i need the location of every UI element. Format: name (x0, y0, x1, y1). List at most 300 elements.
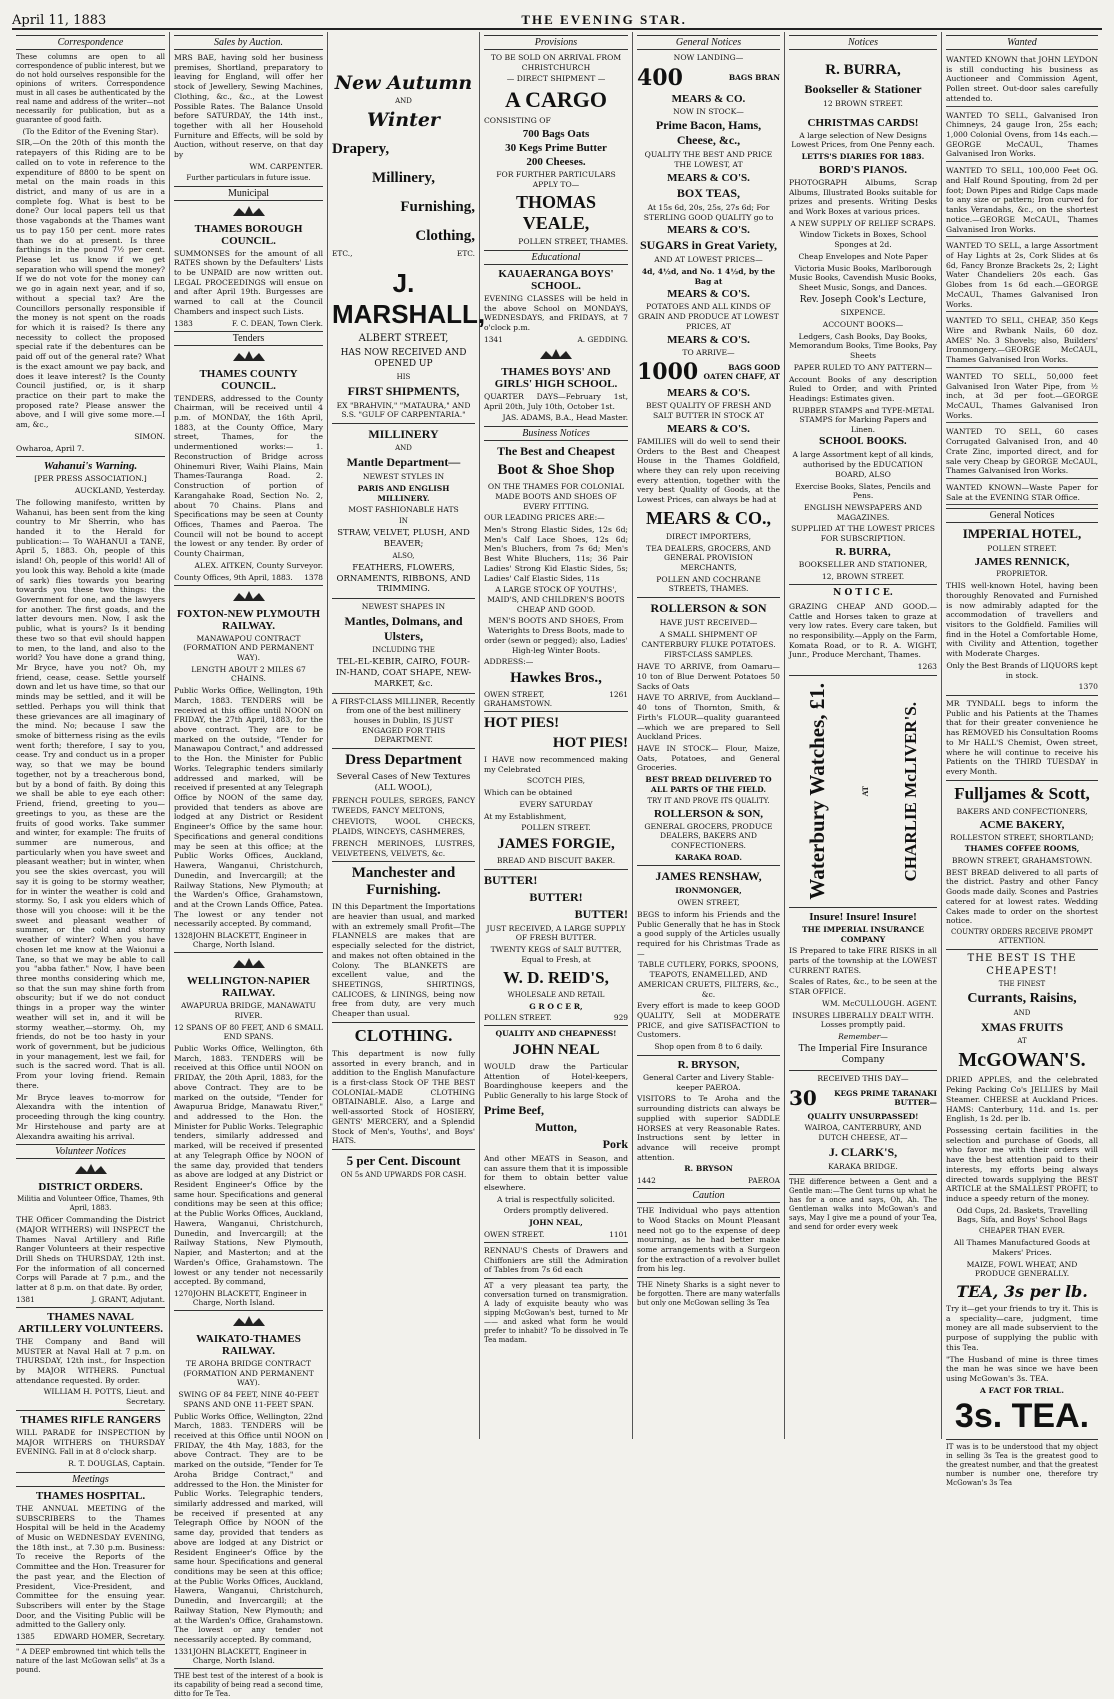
dateline: AUCKLAND, Yesterday. (74, 486, 165, 496)
divider (789, 675, 937, 676)
foxton-text: Public Works Office, Wellington, 19th March, 1883. TENDERS will be received at this office until NOON on FRIDAY, the 27th April, 1883, for the above contract. They are to be marked on the outside, "Tender for Manawapou Contract," and addressed to the Hon. the Minister for Public Works. Telegraphic tenders similarly addressed and marked, will be received if presented at any Telegraph Office by NOON of the same day, provided that tenders as above are lodged at any District or Resident Engineer's Office by the same hour. Specifications and general conditions may be seen at this office; at the Public Works Offices, Auckland, Hawera, Wanganui, Christchurch, Dunedin, and Invercargill; at the Railway Stations, New Plymouth; at the Warden's Office, Grahamstown, and at the Crown Lands Office, Patea. The lowest or any tender not necessarily accepted. By command, (174, 686, 323, 929)
wellington-spans: 12 SPANS OF 80 FEET, AND 6 SMALL END SPANS. (174, 1022, 323, 1042)
tea-filler: THE Ninety Sharks is a sight never to be forgotten. There are many waterfalls but only one McGowan selling 3s Tea (637, 1281, 780, 1308)
xmas-fruits: XMAS FRUITS (980, 1020, 1064, 1035)
ad-number: 1378 (304, 572, 323, 582)
sugars: SUGARS in Great Variety, (639, 238, 778, 253)
ad-number: 1370 (1078, 682, 1098, 692)
boot-prices: Men's Strong Elastic Sides, 12s 6d; Men's Calf Lace Shoes, 12s 6d; Men's Bluchers, from 7s 6d; Men's Best White Bluchers, 11s; 36 Pair Ladies' Strong Kid Elastic Sides, 5s; Ladies' Calf Elastic Sides, 11s (484, 524, 628, 583)
window-tickets: Window Tickets in Boxes, School Sponges at 2d. (799, 230, 927, 250)
scales-of-rates: Scales of Rates, &c., to be seen at the STAR OFFICE. (789, 977, 937, 997)
section-heading-general-notices: General Notices (946, 508, 1098, 523)
school-books: SCHOOL BOOKS. (819, 436, 907, 447)
waikato-signature: JOHN BLACKETT, Engineer in Charge, North Island. (192, 1646, 307, 1665)
exercise-books: Exercise Books, Slates, Pencils and Pens. (795, 481, 931, 501)
cutlery: TABLE CUTLERY, FORKS, SPOONS, TEAPOTS, ENAMELLED, AND AMERICAN CRUETS, FILTERS, &c., &c. (638, 960, 779, 999)
received-this-day: RECEIVED THIS DAY— (817, 1073, 909, 1083)
militia-office: Militia and Volunteer Office, Thames, 9th April, 1883. (17, 1195, 164, 1213)
borough-council-heading: THAMES BOROUGH COUNCIL. (194, 222, 303, 247)
j-clark: J. CLARK'S, (828, 1144, 898, 1159)
insure-heading: Insure! Insure! Insure! (809, 910, 917, 923)
in-stock: HAVE IN STOCK— Flour, Maize, Oats, Potatoes, and General Groceries. (637, 743, 780, 773)
quality-cheapness: QUALITY AND CHEAPNESS! (495, 1029, 617, 1039)
canterbury-potatoes: A SMALL SHIPMENT OF CANTERBURY FLUKE POTATOES. (641, 629, 776, 649)
divider (16, 1307, 165, 1308)
liquors: Only the Best Brands of LIQUORS kept in stock. (946, 660, 1098, 680)
divider (16, 1410, 165, 1411)
pollen-cochrane: POLLEN AND COCHRANE STREETS, THAMES. (656, 574, 761, 594)
etc-left: ETC., (332, 248, 353, 258)
auction-signature: WM. CARPENTER. (249, 161, 323, 171)
divider (332, 693, 475, 694)
ad-number: 1328 (174, 931, 193, 941)
to-arrive: TO ARRIVE— (682, 347, 735, 357)
pies-text: I HAVE now recommenced making my Celebrated (484, 755, 628, 774)
further-particulars: FOR FURTHER PARTICULARS APPLY TO— (496, 169, 616, 189)
waterbury-vertical-ad (789, 679, 937, 904)
section-heading-wanted: Wanted (946, 35, 1098, 50)
dress-department-heading: Dress Department (345, 752, 462, 769)
rollerson-son: ROLLERSON & SON (650, 601, 767, 616)
bran-label: BAGS BRAN (728, 73, 780, 83)
divider (789, 907, 937, 908)
divider (637, 597, 780, 598)
divider (789, 584, 937, 585)
divider (484, 1242, 628, 1243)
borough-signature: F. C. DEAN, Town Clerk. (231, 318, 323, 328)
wanted-item: WANTED TO SELL, a large Assortment of Hay Lights at 2s, Cork Slides at 6s 6d, Fancy Bronze Brackets 2s, 2; Light Water Chandeliers 20s each. Gas Globes from 1s 6d each.—GEORGE McCAUL, Thames Galvanised Iron Works. (946, 239, 1098, 312)
rennau-note: RENNAU'S Chests of Drawers and Chiffoniers are still the Admiration of Tables from 7s 6d each (484, 1245, 628, 1275)
new-autumn-title: New Autumn (334, 72, 473, 94)
bran-quantity: 400 (637, 64, 683, 91)
column-marshall-drapery (328, 32, 486, 1439)
naval-artillery-text: THE Company and Band will MUSTER at Naval Hall at 7 p.m. on THURSDAY, 12th inst., for Inspection by MAJOR WITHERS. Punctual attendance requested. By order. (16, 1336, 165, 1385)
shop-hours: Shop open from 8 to 6 daily. (654, 1042, 763, 1052)
fashionable-hats: MOST FASHIONABLE HATS (348, 505, 459, 515)
divider (332, 1149, 475, 1150)
remember: Remember— (838, 1032, 888, 1042)
sugar-prices: 4d, 4½d, and No. 1 4½d, by the Bag at (641, 267, 776, 286)
section-heading-provisions: Provisions (484, 35, 628, 50)
letter-place: Owharoa, April 7. (16, 443, 85, 453)
mears-cos: MEARS & CO'S. (667, 387, 750, 400)
wanted-item: WANTED TO SELL, 50,000 feet Galvanised Iron Water Pipe, from ½ inch, at 3d per foot.—GEORGE McCAUL, Thames Galvanised Iron Works. (946, 370, 1098, 424)
ad-number: 1261 (609, 690, 628, 699)
cargo-butter: 30 Kegs Prime Butter (505, 141, 607, 154)
school-signature: A. GEDDING. (577, 334, 628, 344)
crest-icon (229, 589, 269, 605)
fabrics-group-1: FRENCH FOULES, SERGES, FANCY TWEEDS, FANCY MELTONS, (332, 795, 475, 815)
county-date: County Offices, 9th April, 1883. (174, 572, 293, 582)
wellington-sub: AWAPURUA BRIDGE, MANAWATU RIVER. (180, 1001, 317, 1020)
press-association: [PER PRESS ASSOCIATION.] (34, 474, 147, 484)
thames-goods: All Thames Manufactured Goods at Makers' Prices. (953, 1238, 1091, 1257)
county-footer (174, 573, 323, 582)
kegs-row (789, 1086, 937, 1110)
wholesale-retail: WHOLESALE AND RETAIL (507, 990, 605, 999)
trimmings: FEATHERS, FLOWERS, ORNAMENTS, RIBBONS, AND TRIMMING. (336, 562, 471, 595)
prices-heading: OUR LEADING PRICES ARE:— (484, 513, 605, 523)
divider (484, 711, 628, 712)
john-neal-sig: JOHN NEAL, (529, 1218, 583, 1228)
letter-signature: SIMON. (134, 431, 165, 441)
bacon-hams: Prime Bacon, Hams, Cheese, &c., (655, 118, 762, 148)
general-grocers: GENERAL GROCERS, PRODUCE DEALERS, BAKERS AND CONFECTIONERS. (644, 821, 773, 850)
milliner-note: A FIRST-CLASS MILLINER, Recently from one of the best millinery houses in Dublin, IS JUST ENGAGED FOR THIS DEPARTMENT. (332, 696, 475, 745)
crest-icon (229, 956, 269, 972)
best-bread: BEST BREAD DELIVERED TO ALL PARTS OF THE FIELD. (645, 775, 772, 794)
brown-street-2: 12, BROWN STREET. (821, 571, 905, 581)
mcgowan-filler: " A DEEP embrowned tint which tells the nature of the last McGowan sells" at 3s a pound. (16, 1648, 165, 1675)
tea-filler: AT a very pleasant tea party, the conversation turned on transmigration. A lady of exquisite beauty who was sipping McGowan's best, turned to Mr —— and asked what form he would prefer to inhabit? 'To be dissolved in Te Tea madam. (484, 1282, 628, 1344)
tyndall-notice: MR TYNDALL begs to inform the Public and his Patients at the Thames that for their greater convenience he has REMOVED his Consultation Rooms to Mr HALL'S Chemist, Owen street, where he will continue to receive his Patients on the THIRD TUESDAY in every Month. (946, 699, 1098, 777)
establishment: At my Establishment, (484, 811, 567, 821)
envelopes: Cheap Envelopes and Note Paper (798, 251, 928, 261)
manchester-text: IN this Department the Importations are heavier than usual, and marked with an extremely small Profit—The FLANNELS are makes that are especially selected for the district, and makes not often obtained in the Colony. The BLANKETS are excellent value, and the SHEETINGS, SHIRTINGS, CALICOES, & LININGS, being now free from duty, are very much Cheaper than usual. (332, 902, 475, 1019)
several-cases: Several Cases of New Textures (ALL WOOL), (336, 772, 471, 794)
bran-row (637, 65, 780, 91)
winter-title: Winter (367, 108, 440, 131)
boot-on-thames: ON THE THAMES FOR COLONIAL MADE BOOTS AND SHOES OF EVERY FITTING. (487, 482, 625, 511)
maize-fowl: MAIZE, FOWL WHEAT, AND PRODUCE GENERALLY. (966, 1259, 1078, 1279)
filler-note: THE best test of the interest of a book is its capability of being read a second time, ditto for Te Tea. (174, 1671, 323, 1698)
pollen-street: POLLEN STREET, THAMES. (518, 237, 628, 247)
divider (332, 423, 475, 424)
cargo-heading: A CARGO (504, 87, 608, 113)
section-heading-caution: Caution (637, 1188, 780, 1203)
hot-pies-2: HOT PIES! (552, 735, 628, 751)
rifle-signature: R. T. DOUGLAS, Captain. (68, 1459, 165, 1469)
naval-signature: WILLIAM H. POTTS, Lieut. and Secretary. (43, 1387, 165, 1407)
christmas-cards: CHRISTMAS CARDS! (807, 116, 919, 129)
section-heading-educational: Educational (484, 250, 628, 265)
ledgers: Ledgers, Cash Books, Day Books, Memorandum Books, Time Books, Pay Sheets (789, 331, 937, 361)
james-forgie: JAMES FORGIE, (497, 836, 615, 853)
fire-risks: IS Prepared to take FIRE RISKS in all parts of the township at the LOWEST CURRENT RATES. (789, 946, 937, 975)
bryson-footer (637, 1176, 780, 1185)
ad-number: 929 (613, 1013, 628, 1023)
account-books-order: Account Books of any description Ruled to Order, and with Printed Headings: Estimates given. (789, 374, 937, 404)
currants-raisins: Currants, Raisins, (967, 991, 1077, 1007)
county-council-heading: THAMES COUNTY COUNCIL. (199, 367, 298, 392)
english-newspapers: ENGLISH NEWSPAPERS AND MAGAZINES. (804, 503, 922, 522)
wd-reid: W. D. REID'S, (503, 967, 609, 987)
column-general-notices (633, 32, 785, 1439)
caution-text: THE Individual who pays attention to Wood Stacks on Mount Pleasant need not go to the expense of deep mourning, as he had better make some arrangements with a Surgeon for the extraction of a revolver bullet from his leg. (637, 1206, 781, 1274)
husband-quote: "The Husband of mine is three times the man he was since we have been using McGowan's 3s. TEA. (946, 1354, 1098, 1383)
divider (484, 1025, 628, 1026)
county-council-text: TENDERS, addressed to the County Chairman, will be received until 4 p.m. of MONDAY, the 16th April, 1883, at the County Office, Mary street, Thames, for the undermentioned works:— 1. Reconstruction of Bridge across Ohinemuri River, Waihi Plains, Main Thames-Tauranga Road. 2. Construction of portion of Karangahake Road, Section No. 2, about 70 Chains. Plans and Specifications may be seen at County Offices, Thames and Paeroa. The Council will not be bound to accept the lowest or any tender. By order of County Chairman, (174, 393, 323, 559)
ad-number: 1331 (174, 1646, 193, 1656)
grazing-text: GRAZING CHEAP AND GOOD.— Cattle and Horses taken to graze at very low rates. Every care taken, but no responsibility.—Apply on the Farm, Komata Road, or to R. A. WIGHT, Junr., Produce Merchant, Thames. (789, 601, 937, 660)
consisting-of: CONSISTING OF (484, 116, 551, 126)
column-auction-tenders (170, 32, 328, 1698)
etc-right: ETC. (456, 248, 475, 258)
letter-simon: SIR,—On the 20th of this month the ratepayers of this Riding are to be called on to vote in reference to the expenditure of 8800 to be spent on metal on the main roads in this district, and many of us are in a complete fog. What is best to be done? Our local papers tell us that those vagabonds at the Thames want us to pay 150 per cent. more rates than we do at present. Is three farthings in the pound 7½ per cent. Please let us know if we get separation who will spend the money? If we do not vote for the money can we go in again next year, and if so, without a special tax? Are the Councillors personally responsible if the money is not spent on the roads for which it is raised? Is there any necessity to collect the proposed special rate if the debentures can be paid off out of the general rate? What is the exact amount we pay back, and does it leave interest? Is the County Council justified, or, is it sharp practice on their part to make the proposed rate? Please answer the above, and I will give some more.—I am, &c., (16, 138, 165, 430)
waikato-sub: TE AROHA BRIDGE CONTRACT (FORMATION AND PERMANENT WAY). (183, 1358, 314, 1388)
divider (174, 952, 323, 953)
waikato-heading: WAIKATO-THAMES RAILWAY. (196, 1332, 301, 1357)
divider (174, 1668, 323, 1669)
neal-footer (484, 1230, 628, 1239)
every-effort: Every effort is made to keep GOOD QUALITY, Sell at MODERATE PRICE, and give SATISFACTION to Customers. (637, 1001, 780, 1040)
relief-scraps: A NEW SUPPLY OF RELIEF SCRAPS. (790, 218, 936, 228)
quality-lowest: QUALITY THE BEST AND PRICE THE LOWEST, AT (644, 150, 773, 170)
district-orders-heading: DISTRICT ORDERS. (38, 1181, 143, 1194)
direct-importers: DIRECT IMPORTERS, (665, 531, 751, 541)
divider (637, 865, 780, 866)
wanted-item: WANTED TO SELL, Galvanised Iron Chimneys, 24 gauge Iron, 25s each; 1,000 Colonial Ovens, from 14s each.—GEORGE McCAUL, Thames Galvanised Iron Works. (946, 109, 1098, 163)
butter-1: BUTTER! (484, 872, 538, 887)
discount-heading: 5 per Cent. Discount (346, 1153, 461, 1169)
foxton-signature: JOHN BLACKETT, Engineer in Charge, North Island. (192, 931, 307, 950)
scotch-pies: SCOTCH PIES, (526, 776, 586, 786)
cheaper-than-ever: CHEAPER THAN EVER. (979, 1227, 1065, 1236)
meats-text: And other MEATS in Season, and can assure them that it is impossible for them to obtain better value elsewhere. (484, 1153, 628, 1193)
owen-street: OWEN STREET, (677, 898, 740, 908)
ad-number: 1383 (174, 318, 193, 328)
wellington-heading: WELLINGTON-NAPIER RAILWAY. (186, 975, 311, 1000)
ad-number: 1385 (16, 1632, 35, 1642)
divider (16, 1644, 165, 1645)
wellington-signature: JOHN BLACKETT, Engineer in Charge, North Island. (192, 1288, 307, 1307)
carrier: General Carter and Livery Stable-keeper PAEROA. (643, 1072, 774, 1092)
divider (332, 748, 475, 749)
john-neal: JOHN NEAL (512, 1042, 600, 1059)
karaka-bridge: KARAKA BRIDGE. (828, 1161, 898, 1171)
chaff-row (637, 359, 780, 385)
proprietor: PROPRIETOR. (996, 570, 1048, 579)
wahanui-heading: Wahanui's Warning. (43, 460, 138, 473)
reid-address: POLLEN STREET. (484, 1013, 552, 1023)
orders-note: Orders promptly delivered. (503, 1206, 609, 1216)
hotel-text: THIS well-known Hotel, having been thoroughly Renovated and Furnished is now admirably adapted for the accommodation of travellers and visitors to the Goldfield. Families will find in the Hotel a Comfortable Home, with Civility and Attention, together with Moderate Charges. (946, 581, 1098, 659)
fact-for-trial: A FACT FOR TRIAL. (979, 1385, 1065, 1395)
marshall-name: J. MARSHALL, (332, 267, 486, 329)
boot-heading-1: The Best and Cheapest (497, 444, 615, 459)
divider (946, 949, 1098, 950)
best-bread: BEST BREAD delivered to all parts of the district. Pastry and other Fancy Goods made daily. Scones and Pastries catered for at lowest rates. Wedding Cakes made to order on the shortest notice. (946, 867, 1098, 926)
naval-artillery-heading: THAMES NAVAL ARTILLERY VOLUNTEERS. (17, 1310, 164, 1335)
bords-pianos: BORD'S PIANOS. (818, 163, 908, 176)
grocer: G R O C E R, (529, 1001, 583, 1011)
hotel-street: POLLEN STREET. (987, 544, 1057, 554)
now-in-stock: NOW IN STOCK— (673, 106, 744, 116)
just-received: HAVE JUST RECEIVED— (659, 618, 758, 628)
imperial-fire: The Imperial Fire Insurance Company (798, 1043, 928, 1066)
salt-butter: TWENTY KEGS of SALT BUTTER, Equal to Fresh, at (490, 945, 622, 964)
column-provisions (480, 32, 633, 1439)
box-tea-prices: At 15s 6d, 20s, 25s, 27s 6d; For STERLING GOOD QUALITY go to (643, 202, 774, 222)
crest-icon (71, 1162, 111, 1178)
column-burra-notices (785, 32, 942, 1439)
section-heading-correspondence: Correspondence (16, 35, 165, 50)
ironmonger: IRONMONGER, (675, 886, 742, 896)
kegs-label: KEGS PRIME TARANAKI BUTTER— (834, 1088, 937, 1107)
paper-ruled: PAPER RULED TO ANY PATTERN— (793, 362, 933, 372)
borough-footer (174, 319, 323, 328)
clothing-text: This department is now fully assorted in every branch, and in addition to the English Manufacture is a first-class Stock OF THE BEST COLONIAL-MADE CLOTHING OBTAINABLE. Also, a Large and well-assorted Stock of HOSIERY, GENTS' MERCERY, and a Splendid Stock of Men's, Youths', and Boys' HATS. (332, 1048, 475, 1146)
foxton-sub: MANAWAPOU CONTRACT (FORMATION AND PERMANENT WAY). (183, 633, 314, 662)
high-school-signature: JAS. ADAMS, B.A., Head Master. (502, 413, 628, 423)
auction-text: MRS BAE, having sold her business premises, Shortland, preparatory to leaving for England, will offer her stock of Jewellery, Sewing Machines, Clothing, &c., &c., at the Lowest Possible Rates. The Balance Unsold before SATURDAY, the 14th inst., together with all her Household Furniture and Effects, will be sold by Auction, without reserve, on that day by (174, 53, 323, 160)
divider (174, 1310, 323, 1311)
cargo-cheeses: 200 Cheeses. (526, 155, 586, 168)
ad-number: 1270 (174, 1288, 193, 1298)
kegs-quantity: 30 (789, 1085, 817, 1110)
karaka-road: KARAKA ROAD. (675, 852, 742, 862)
families-text: FAMILIES will do well to send their Orders to the Best and Cheapest House in the Thames Goldfield, where they can rely upon receiving every attention, together with the very best Quality of Goods, at the Lowest Prices, can always be had at (637, 436, 780, 505)
try-it: Try it—get your friends to try it. This is a speciality—care, judgment, time money are all made subservient to the purpose of supplying the public with this Tea. (946, 1303, 1098, 1352)
cook-lecture: Rev. Joseph Cook's Lecture, (799, 294, 927, 305)
rolleston-street: ROLLESTON STREET, SHORTLAND; (950, 832, 1094, 842)
obtained: Which can be obtained (484, 788, 573, 798)
ad-number: 1381 (16, 1294, 35, 1304)
clothing-line: Clothing, (415, 227, 475, 244)
divider (332, 598, 475, 599)
manchester-heading: Manchester and Furnishing. (351, 865, 456, 899)
bryson-place: PAEROA (748, 1176, 780, 1186)
every-saturday: EVERY SATURDAY (519, 799, 593, 809)
tea-filler: IT was is to be understood that my object in selling 3s Tea is the greatest good to the greatest number, and that the greatest number is number one, therefore try McGowan's 3s Tea (946, 1443, 1098, 1488)
wanted-item: WANTED TO SELL, CHEAP, 350 Kegs Wire and Rwbank Nails, 60 doz. AMES' No. 3 Shovels; also, Builders' Ironmongery.—GEORGE McCAUL, Thames Galvanised Iron Works. (946, 314, 1098, 368)
three-shilling-tea: 3s. TEA. (954, 1397, 1090, 1436)
crest-icon (229, 349, 269, 365)
albert-street: ALBERT STREET, (358, 332, 449, 344)
masthead-date: April 11, 1883 (12, 13, 107, 28)
divider (332, 1022, 475, 1023)
millinery-heading: MILLINERY (368, 427, 439, 442)
hospital-heading: THAMES HOSPITAL. (35, 1489, 146, 1502)
tea-dealers: TEA DEALERS, GROCERS, AND GENERAL PROVISION MERCHANTS, (646, 543, 771, 572)
country-orders: COUNTRY ORDERS RECEIVE PROMPT ATTENTION. (951, 927, 1093, 945)
r-burra-2: R. BURRA, (835, 545, 891, 558)
direct-shipment: — DIRECT SHIPMENT — (506, 74, 606, 84)
butter-3: BUTTER! (574, 906, 628, 921)
chaff-label: BAGS GOOD OATEN CHAFF, AT (703, 363, 780, 382)
crest-icon (229, 204, 269, 220)
in-word: IN (399, 517, 408, 525)
gent-filler: THE difference between a Gent and a Gentle man:—The Gent turns up what he has for a once and says, Oh, Ah. The Gentleman walks into McGowan's and says, May I give me a pound of your Tea, and send for order every week (789, 1178, 937, 1232)
divider (484, 869, 628, 870)
hawkes-footer (484, 690, 628, 708)
renshaw-text: BEGS to inform his Friends and the Public Generally that he has in Stock a good supply of the Articles usually required for his Christmas Trade as— (637, 909, 780, 958)
james-renshaw: JAMES RENSHAW, (655, 869, 762, 884)
divider (484, 1278, 628, 1279)
masthead (12, 6, 1102, 30)
wanted-item: WANTED KNOWN that JOHN LEYDON is still conducting his business as Auctioneer and Commission Agent, Pollen street. Out-door sales carefully attended to. (946, 53, 1098, 107)
now-landing: NOW LANDING— (673, 53, 744, 62)
column-correspondence (12, 32, 170, 1675)
ships-list: EX "BRAHVIN," "MATAURA," AND S.S. "GULF OF CARPENTARIA." (336, 400, 471, 420)
drapery-line: Drapery, (332, 140, 390, 157)
also-word: ALSO, (392, 551, 415, 560)
james-rennick: JAMES RENNICK, (974, 556, 1070, 569)
at-word: AT (1017, 1037, 1027, 1046)
hawkes-address: OWEN STREET, GRAHAMSTOWN. (484, 690, 553, 708)
and-word: AND (1013, 1009, 1031, 1018)
notice-heading: N O T I C E. (833, 588, 893, 599)
photograph-albums: PHOTOGRAPH Albums, Scrap Albums, Illustrated Books suitable for prizes and presents. Writing Desks and Work Boxes at various prices. (789, 177, 937, 217)
visitors: VISITORS to Te Aroha and the surrounding districts can always be supplied with superior SADDLE HORSES at very Reasonable Rates. Instructions sent by letter in advance will receive prompt attention. (637, 1094, 780, 1162)
prime-beef: Prime Beef, (484, 1102, 544, 1117)
r-bryson: R. BRYSON, (677, 1058, 740, 1071)
sixpence: SIXPENCE. (840, 308, 886, 318)
hot-pies-1: HOT PIES! (484, 715, 560, 731)
to-editor: (To the Editor of the Evening Star). (22, 126, 159, 136)
divider (174, 585, 323, 586)
section-heading-auction: Sales by Auction. (174, 35, 323, 50)
waikato-footer (174, 1647, 323, 1665)
ad-number: 1263 (917, 662, 937, 672)
mears-cos: MEARS & CO'S. (667, 171, 750, 184)
potatoes: POTATOES AND ALL KINDS OF GRAIN AND PRODUCE AT LOWEST PRICES, AT (638, 302, 779, 331)
subscription: SUPPLIED AT THE LOWEST PRICES FOR SUBSCRIPTION. (791, 524, 935, 544)
mcgowans: McGOWAN'S. (958, 1049, 1086, 1072)
section-heading-general: General Notices (637, 35, 780, 50)
including-word: INCLUDING THE (372, 646, 435, 654)
fabrics-group-2: CHEVIOTS, WOOL CHECKS, PLAIDS, WINCEYS, CASHMERES, (332, 817, 475, 837)
waikato-spans: SWING OF 84 FEET, NINE 40-FEET SPANS AND ONE 11-FEET SPAN. (178, 1390, 319, 1409)
clothing-heading: CLOTHING. (354, 1025, 453, 1045)
foxton-length: LENGTH ABOUT 2 MILES 67 CHAINS. (191, 664, 306, 684)
mears-cos: MEARS & CO'S. (667, 422, 750, 435)
brown-street: 12 BROWN STREET. (823, 99, 903, 108)
newest-styles: NEWEST STYLES IN (362, 472, 445, 482)
divider (946, 780, 1098, 781)
imperial-insurance: THE IMPERIAL INSURANCE COMPANY (801, 924, 925, 944)
divider (789, 1174, 937, 1175)
address-label: ADDRESS:— (484, 657, 534, 667)
school-footer (484, 335, 628, 344)
lowest-prices: AND AT LOWEST PRICES— (654, 255, 763, 265)
pork: Pork (602, 1136, 628, 1151)
mears-co-large: MEARS & CO., (646, 507, 771, 528)
waikato-text: Public Works Office, Wellington, 22nd March, 1883. TENDERS will be received at this Office until NOON on FRIDAY, the 4th May, 1883, for the above Contract. They are to be marked on the outside, "Tender for Te Aroha Bridge Contract," and addressed to the Hon. the Minister for Public Works. Telegraphic tenders, similarly addressed and marked, will be received if presented at any Telegraph Office by NOON of the same day, provided that tenders as above are lodged at any District or Resident Engineer's Office by the same hour. Specifications and general conditions may be seen at this office; at the Public Works Offices, Auckland, Hawera, Wanganui, Christchurch, Dunedin, and Invercargill; at the Railway Station, New Plymouth; and at the Warden's Office, Grahamstown. The lowest or any tender not necessarily accepted. By command, (174, 1411, 323, 1645)
etc-row (332, 249, 475, 258)
education-board: A large Assortment kept of all kinds, authorised by the EDUCATION BOARD, ALSO (792, 450, 934, 479)
millinery-line: Millinery, (372, 169, 435, 186)
oamaru: HAVE TO ARRIVE, from Oamaru— 10 ton of Blue Derwent Potatoes 50 Sacks of Oats (637, 662, 780, 691)
high-school-heading: THAMES BOYS' AND GIRLS' HIGH SCHOOL. (494, 365, 618, 390)
section-heading-volunteer: Volunteer Notices (16, 1144, 165, 1159)
column-wanted (942, 32, 1102, 1488)
crest-icon (536, 347, 576, 363)
section-heading-tenders: Tenders (174, 331, 323, 346)
boot-heading-2: Boot & Shoe Shop (497, 462, 615, 479)
large-stock: A LARGE STOCK OF YOUTHS', MAID'S, AND CHILDREN'S BOOTS CHEAP AND GOOD. (487, 585, 625, 614)
acme-bakery: ACME BAKERY, (979, 818, 1065, 831)
best-is-cheapest: THE BEST IS THE CHEAPEST! (967, 952, 1077, 977)
quality-unsurpassed: QUALITY UNSURPASSED! (807, 1111, 919, 1121)
ad-number: 1442 (637, 1176, 656, 1186)
hat-materials: STRAW, VELVET, PLUSH, AND BEAVER; (337, 527, 470, 549)
rifle-rangers-heading: THAMES RIFLE RANGERS (20, 1413, 161, 1426)
music-books: Victoria Music Books, Marlborough Music Books, Cavendish Music Books, Sheet Music, Songs, and Dances. (789, 263, 937, 293)
wahanui-text: The following manifesto, written by Wahanui, has been sent from the king country to Mr Sherrin, who has handed it to the Herald for publication:— To WAHANUI a TANE, April 5, 1883. Oh, people of this island! Oh, people of this world! All of you look this way. Behold a kite (made of sark) flies towards you bearing towards you these two things: the Government for one, and the lawyers for another. The first goads, and the latter devours men. Now, I ask the public, what is yours? Is it bending these two so that evil should happen to men, to the land, and also to the world? You have done a grand thing, Mr Bryce, have you not? Oh, my friend, cease, cease. Settle yourself down and let us have time, so that our minds may be settled, and it will be settled. Perhaps you will think that these grievances are all imaginary of the mind. No; because I saw the smoke of bitterness rising as the evils went forth; therefore, I say to you, cease. Try and conduct us in a proper way, so that we may be bound together, not by a treacherous bond, but by a bond of faith. By doing this we shall be able to eye each other: Friend, friend, greeting to you—greetings to you, as these are the fruits of good works. Take summer and winter, for example: The fruits of summer are numerous, and particularly when you have sweet and pleasant weather; but in winter, when you see the skies overcast, you will say it is going to be stormy weather, for in winter the weather is cold and stormy. So, I ask you elders which of those will you choose: will it be the sweet and pleasant weather of summer, or the cold and stormy weather of winter? When you have chosen let me know at the Waionui a Tane, so that we may be able to call you "abba father." Now, I have been three months considering which me, so that the sun may shine forth from obscurity; but if we do not conduct things in a proper way the winter weather will set in, and it will be stormy weather,—stormy. Oh, my friends, do not be too hasty in your work of government, but be judicious in your management, lest we fail, for such is the sacred word. That is all. From your loving friend. Remain there. (16, 497, 165, 1090)
divider (16, 456, 165, 457)
mens-boots: MEN'S BOOTS AND SHOES, From Waterights to Dress Boots, made to order (sewn or pegged); also, Ladies' High-leg Winter Boots. (484, 616, 628, 655)
bakery-address: BROWN STREET, GRAHAMSTOWN. (951, 855, 1093, 865)
box-teas: BOX TEAS, (676, 185, 741, 200)
fabrics-group-3: FRENCH MERINOES, LUSTRES, VELVETEENS, VELVETS, &c. (332, 838, 475, 858)
divider (789, 1070, 937, 1071)
arrival-line: TO BE SOLD ON ARRIVAL FROM CHRISTCHURCH (490, 53, 622, 72)
masthead-paper-title: THE EVENING STAR. (521, 12, 687, 27)
newest-shapes: NEWEST SHAPES IN (361, 602, 446, 612)
section-heading-business: Business Notices (484, 426, 628, 441)
hospital-footer (16, 1632, 165, 1641)
